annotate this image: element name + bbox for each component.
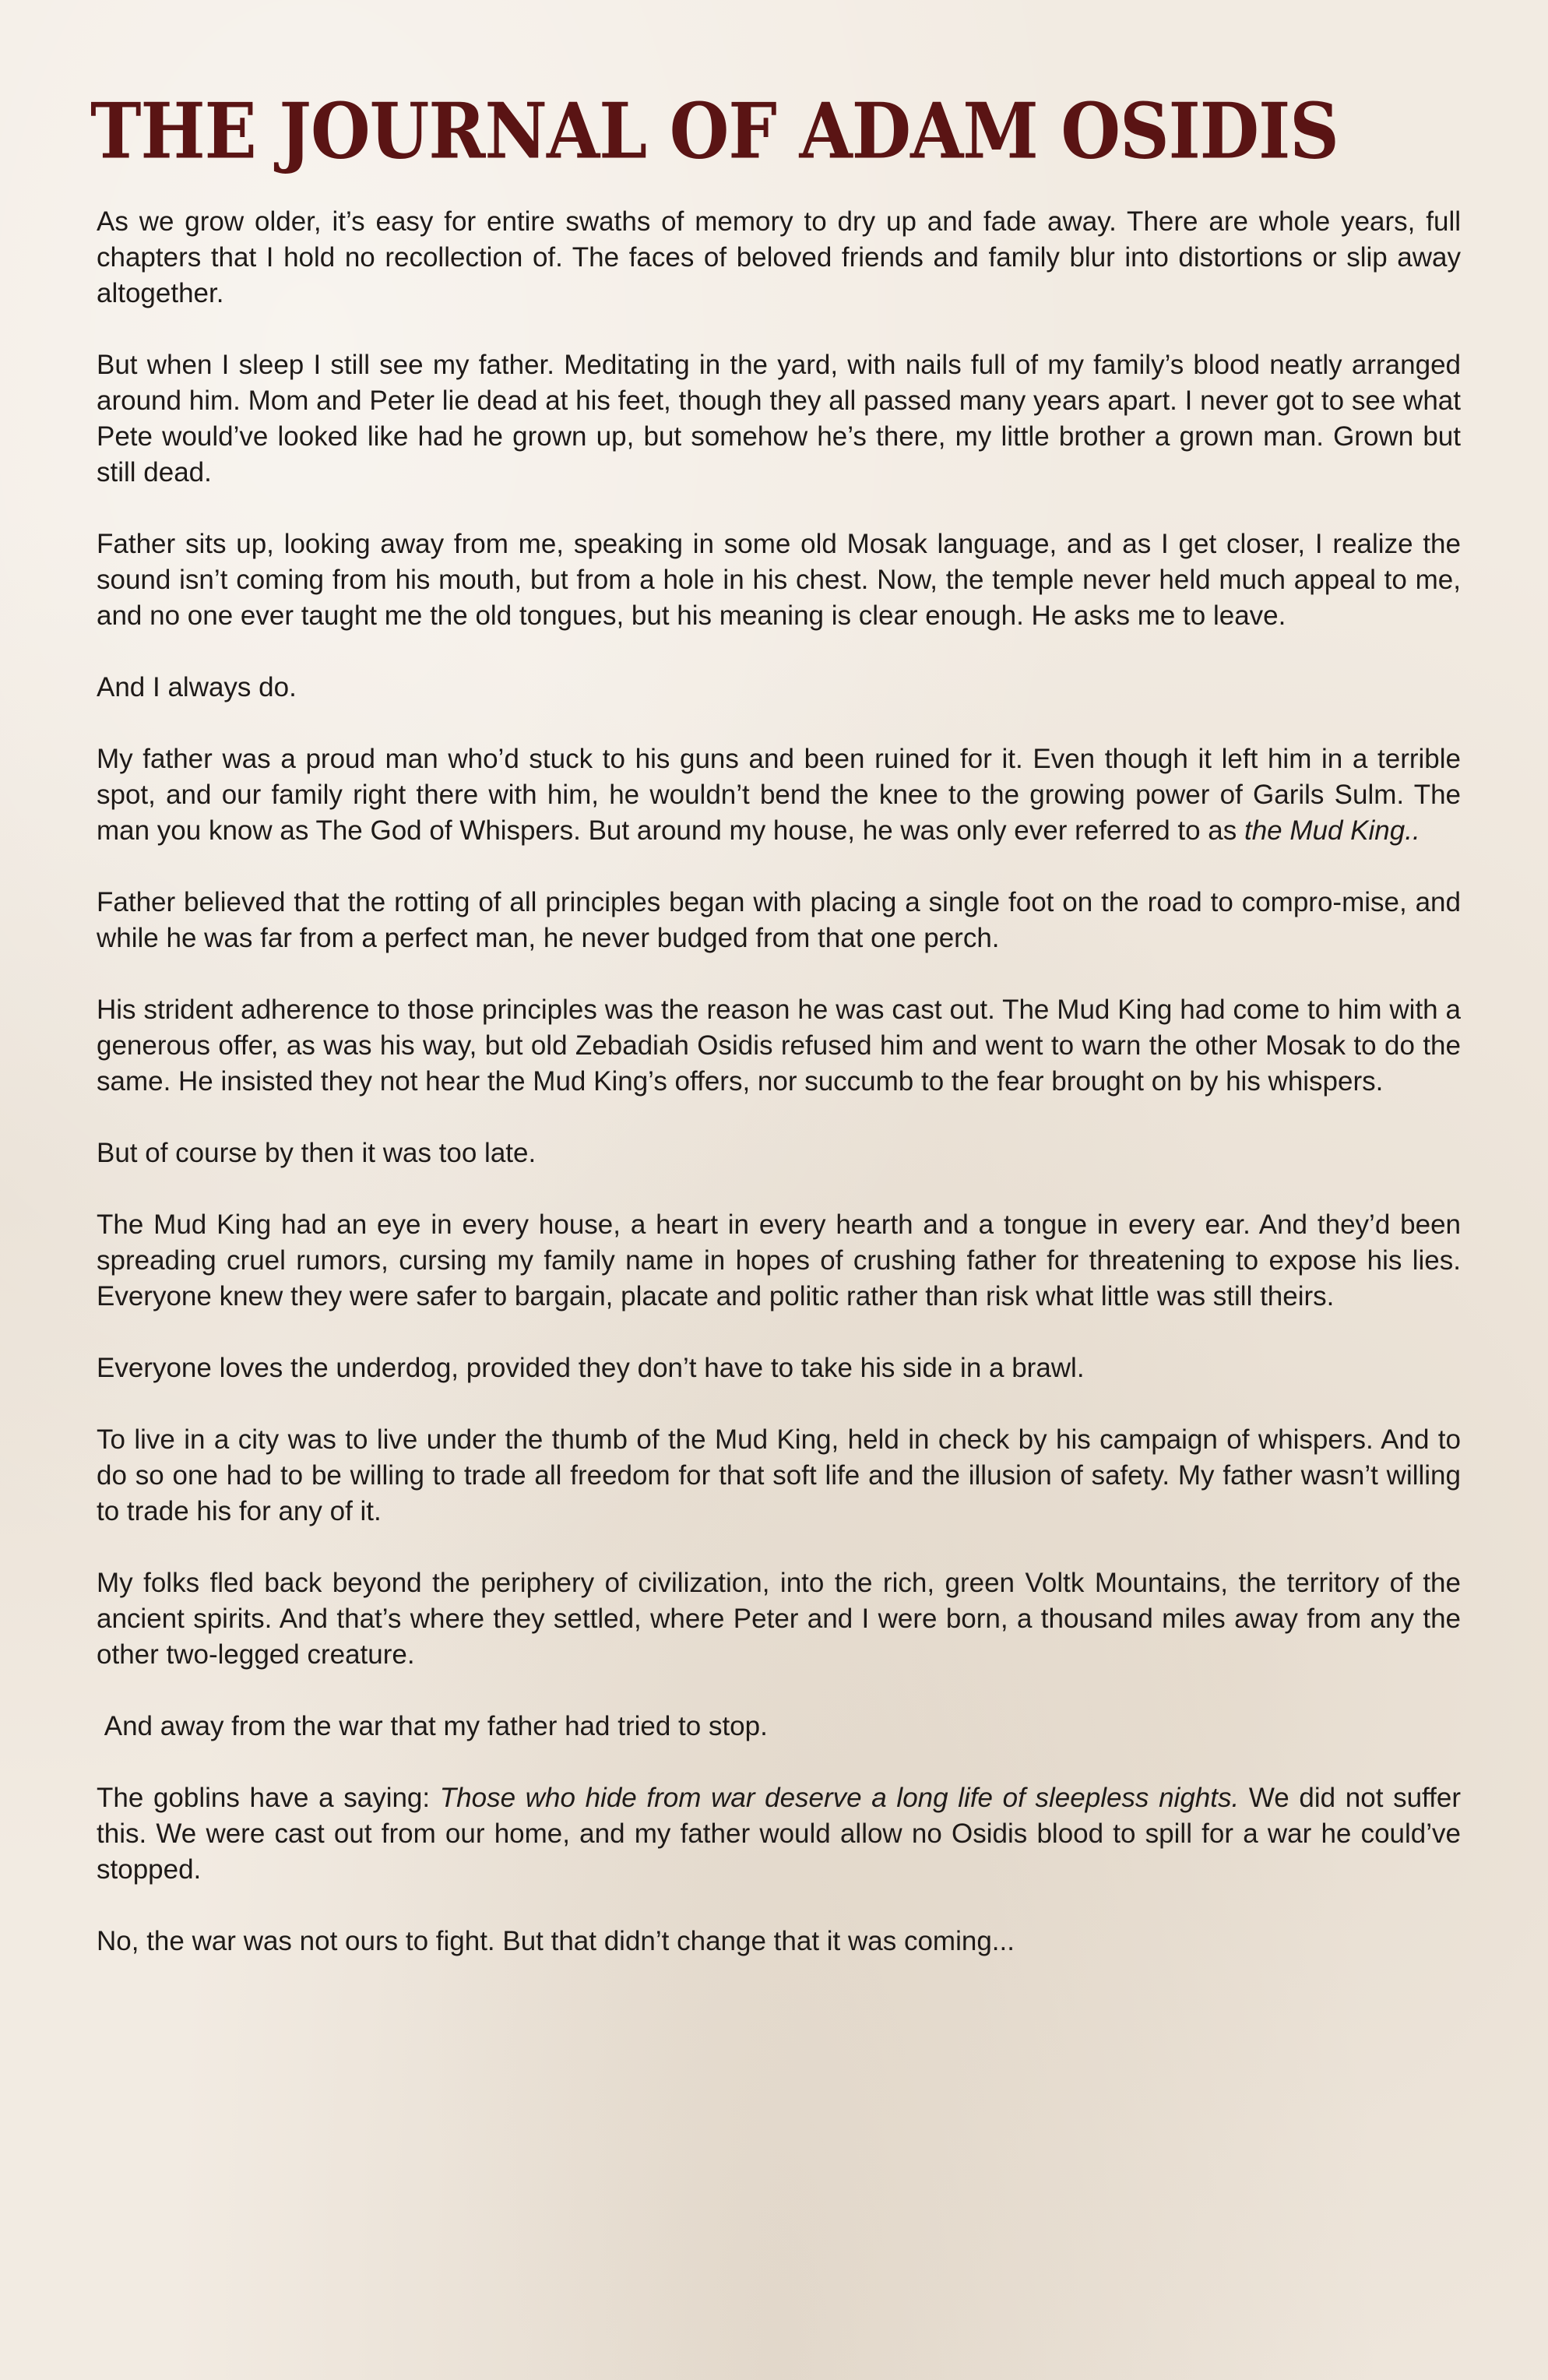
paragraph-5-italic: the Mud King.. bbox=[1244, 815, 1420, 846]
paragraph-7: His strident adherence to those principles was the reason he was cast out. The Mud King had come to him with a generous offer, as was his way, but old Zebadiah Osidis refused him and went to warn the other Mosak to do the same. He insisted they not hear the Mud King’s offers, nor succumb to the fear brought on by his whispers. bbox=[97, 995, 1461, 1097]
paragraph-5 bbox=[97, 741, 1461, 849]
page-title: THE JOURNAL OF ADAM OSIDIS bbox=[90, 85, 1339, 177]
paragraph-11: To live in a city was to live under the thumb of the Mud King, held in check by his campaign of whispers. And to do so one had to be willing to trade all freedom for that soft life and the illusion of safety. My father wasn’t willing to trade his for any of it. bbox=[97, 1424, 1461, 1526]
paragraph-6: Father believed that the rotting of all principles began with placing a single foot on the road to compro-mise, and while he was far from a perfect man, he never budged from that one perch. bbox=[97, 887, 1461, 953]
paragraph-10: Everyone loves the underdog, provided they don’t have to take his side in a brawl. bbox=[97, 1353, 1085, 1383]
journal-body bbox=[97, 204, 1461, 1995]
paragraph-2: But when I sleep I still see my father. Meditating in the yard, with nails full of my family’s blood neatly arranged around him. Mom and Peter lie dead at his feet, though they all passed many years apart. I never got to see what Pete would’ve looked like had he grown up, but somehow he’s there, my little brother a grown man. Grown but still dead. bbox=[97, 350, 1461, 488]
paragraph-13: And away from the war that my father had tried to stop. bbox=[97, 1711, 768, 1741]
paragraph-5-text: My father was a proud man who’d stuck to his guns and been ruined for it. Even though it left him in a terrible spot, and our family right there with him, he wouldn’t bend the knee to the growing power of Garils Sulm. The man you know as The God of Whispers. But around my house, he was only ever referred to as bbox=[97, 744, 1461, 846]
paragraph-14 bbox=[97, 1780, 1461, 1888]
paragraph-14-end: We did not suffer this. We were cast out from our home, and my father would allow no Osidis blood to spill for a war he could’ve stopped. bbox=[97, 1783, 1461, 1885]
paragraph-3: Father sits up, looking away from me, speaking in some old Mosak language, and as I get closer, I realize the sound isn’t coming from his mouth, but from a hole in his chest. Now, the temple never held much appeal to me, and no one ever taught me the old tongues, but his meaning is clear enough. He asks me to leave. bbox=[97, 529, 1461, 631]
paragraph-12: My folks fled back beyond the periphery of civilization, into the rich, green Voltk Mountains, the territory of the ancient spirits. And that’s where they settled, where Peter and I were born, a thousand miles away from any the other two-legged creature. bbox=[97, 1568, 1461, 1670]
paragraph-9: The Mud King had an eye in every house, a heart in every hearth and a tongue in every ear. And they’d been spreading cruel rumors, cursing my family name in hopes of crushing father for threatening to expose his lies. Everyone knew they were safer to bargain, placate and politic rather than risk what little was still theirs. bbox=[97, 1209, 1461, 1311]
paragraph-15: No, the war was not ours to fight. But that didn’t change that it was coming... bbox=[97, 1926, 1015, 1956]
paragraph-14-start: The goblins have a saying: bbox=[97, 1783, 440, 1813]
paragraph-1: As we grow older, it’s easy for entire swaths of memory to dry up and fade away. There are whole years, full chapters that I hold no recollection of. The faces of beloved friends and family blur into distortions or slip away altogether. bbox=[97, 206, 1461, 308]
paragraph-8: But of course by then it was too late. bbox=[97, 1138, 537, 1168]
paragraph-4: And I always do. bbox=[97, 672, 297, 702]
paragraph-14-italic: Those who hide from war deserve a long life of sleepless nights. bbox=[439, 1783, 1240, 1813]
